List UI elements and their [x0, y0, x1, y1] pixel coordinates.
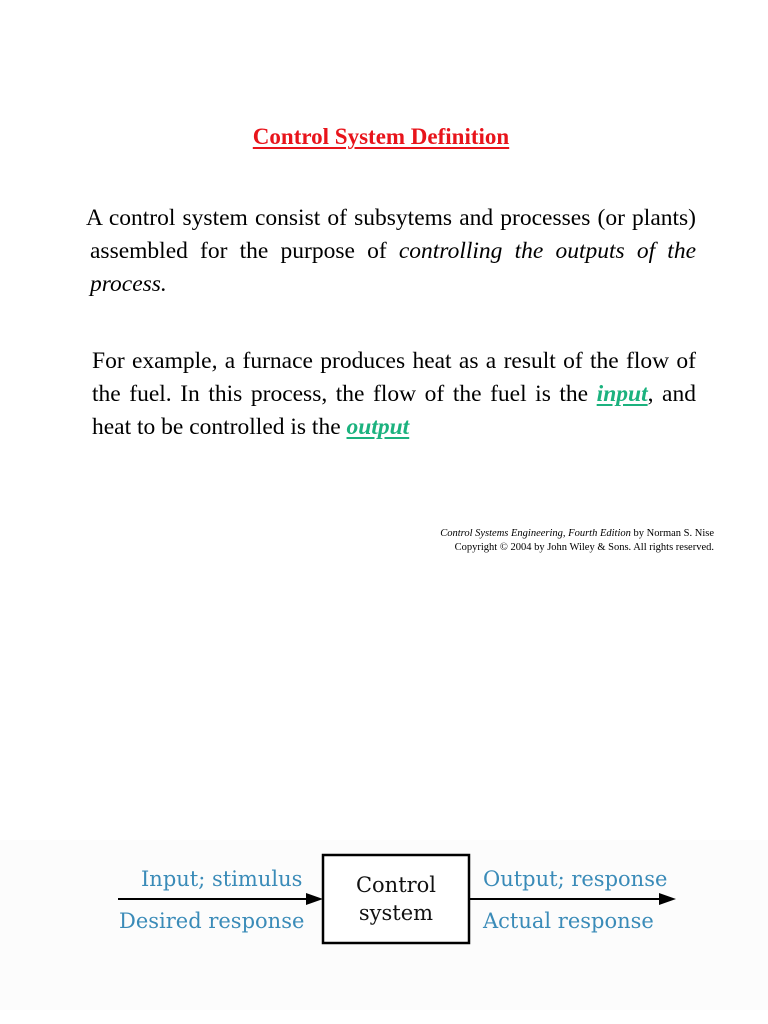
- input-keyword: input: [596, 381, 648, 407]
- control-system-label: [323, 855, 469, 943]
- input-stimulus-label: Input; stimulus: [141, 867, 303, 891]
- example-text-2: , and heat to be controlled is the: [92, 381, 696, 440]
- citation-line-1: [294, 527, 714, 541]
- example-lead: For example: [92, 348, 212, 374]
- output-keyword: output: [346, 414, 410, 440]
- output-response-label: Output; response: [483, 867, 668, 891]
- example-paragraph: [92, 345, 696, 444]
- citation-copyright: Copyright © 2004 by John Wiley & Sons. All rights reserved.: [454, 542, 714, 553]
- block-diagram: [0, 840, 768, 1010]
- citation-book-title: Control Systems Engineering, Fourth Edition: [440, 528, 631, 539]
- actual-response-label: Actual response: [483, 909, 654, 933]
- definition-text: A control system consist of subsytems and processes (or plants) assembled for the purpose of: [86, 205, 696, 264]
- page-title: Control System Definition: [252, 124, 510, 149]
- citation-author: by Norman S. Nise: [630, 528, 714, 539]
- example-text: a furnace produces heat as a result of the flow of the fuel. In this process, the flow of the fuel is the: [92, 348, 697, 407]
- input-arrow-head: [306, 893, 323, 905]
- control-system-line-2: system: [358, 901, 434, 925]
- definition-paragraph: [86, 202, 696, 301]
- example-comma: ,: [211, 348, 218, 374]
- control-system-line-1: Control: [355, 873, 437, 897]
- citation: [294, 527, 714, 555]
- output-arrow-head: [659, 893, 676, 905]
- definition-emphasis: controlling the outputs of the process.: [90, 238, 696, 297]
- desired-response-label: Desired response: [119, 909, 305, 933]
